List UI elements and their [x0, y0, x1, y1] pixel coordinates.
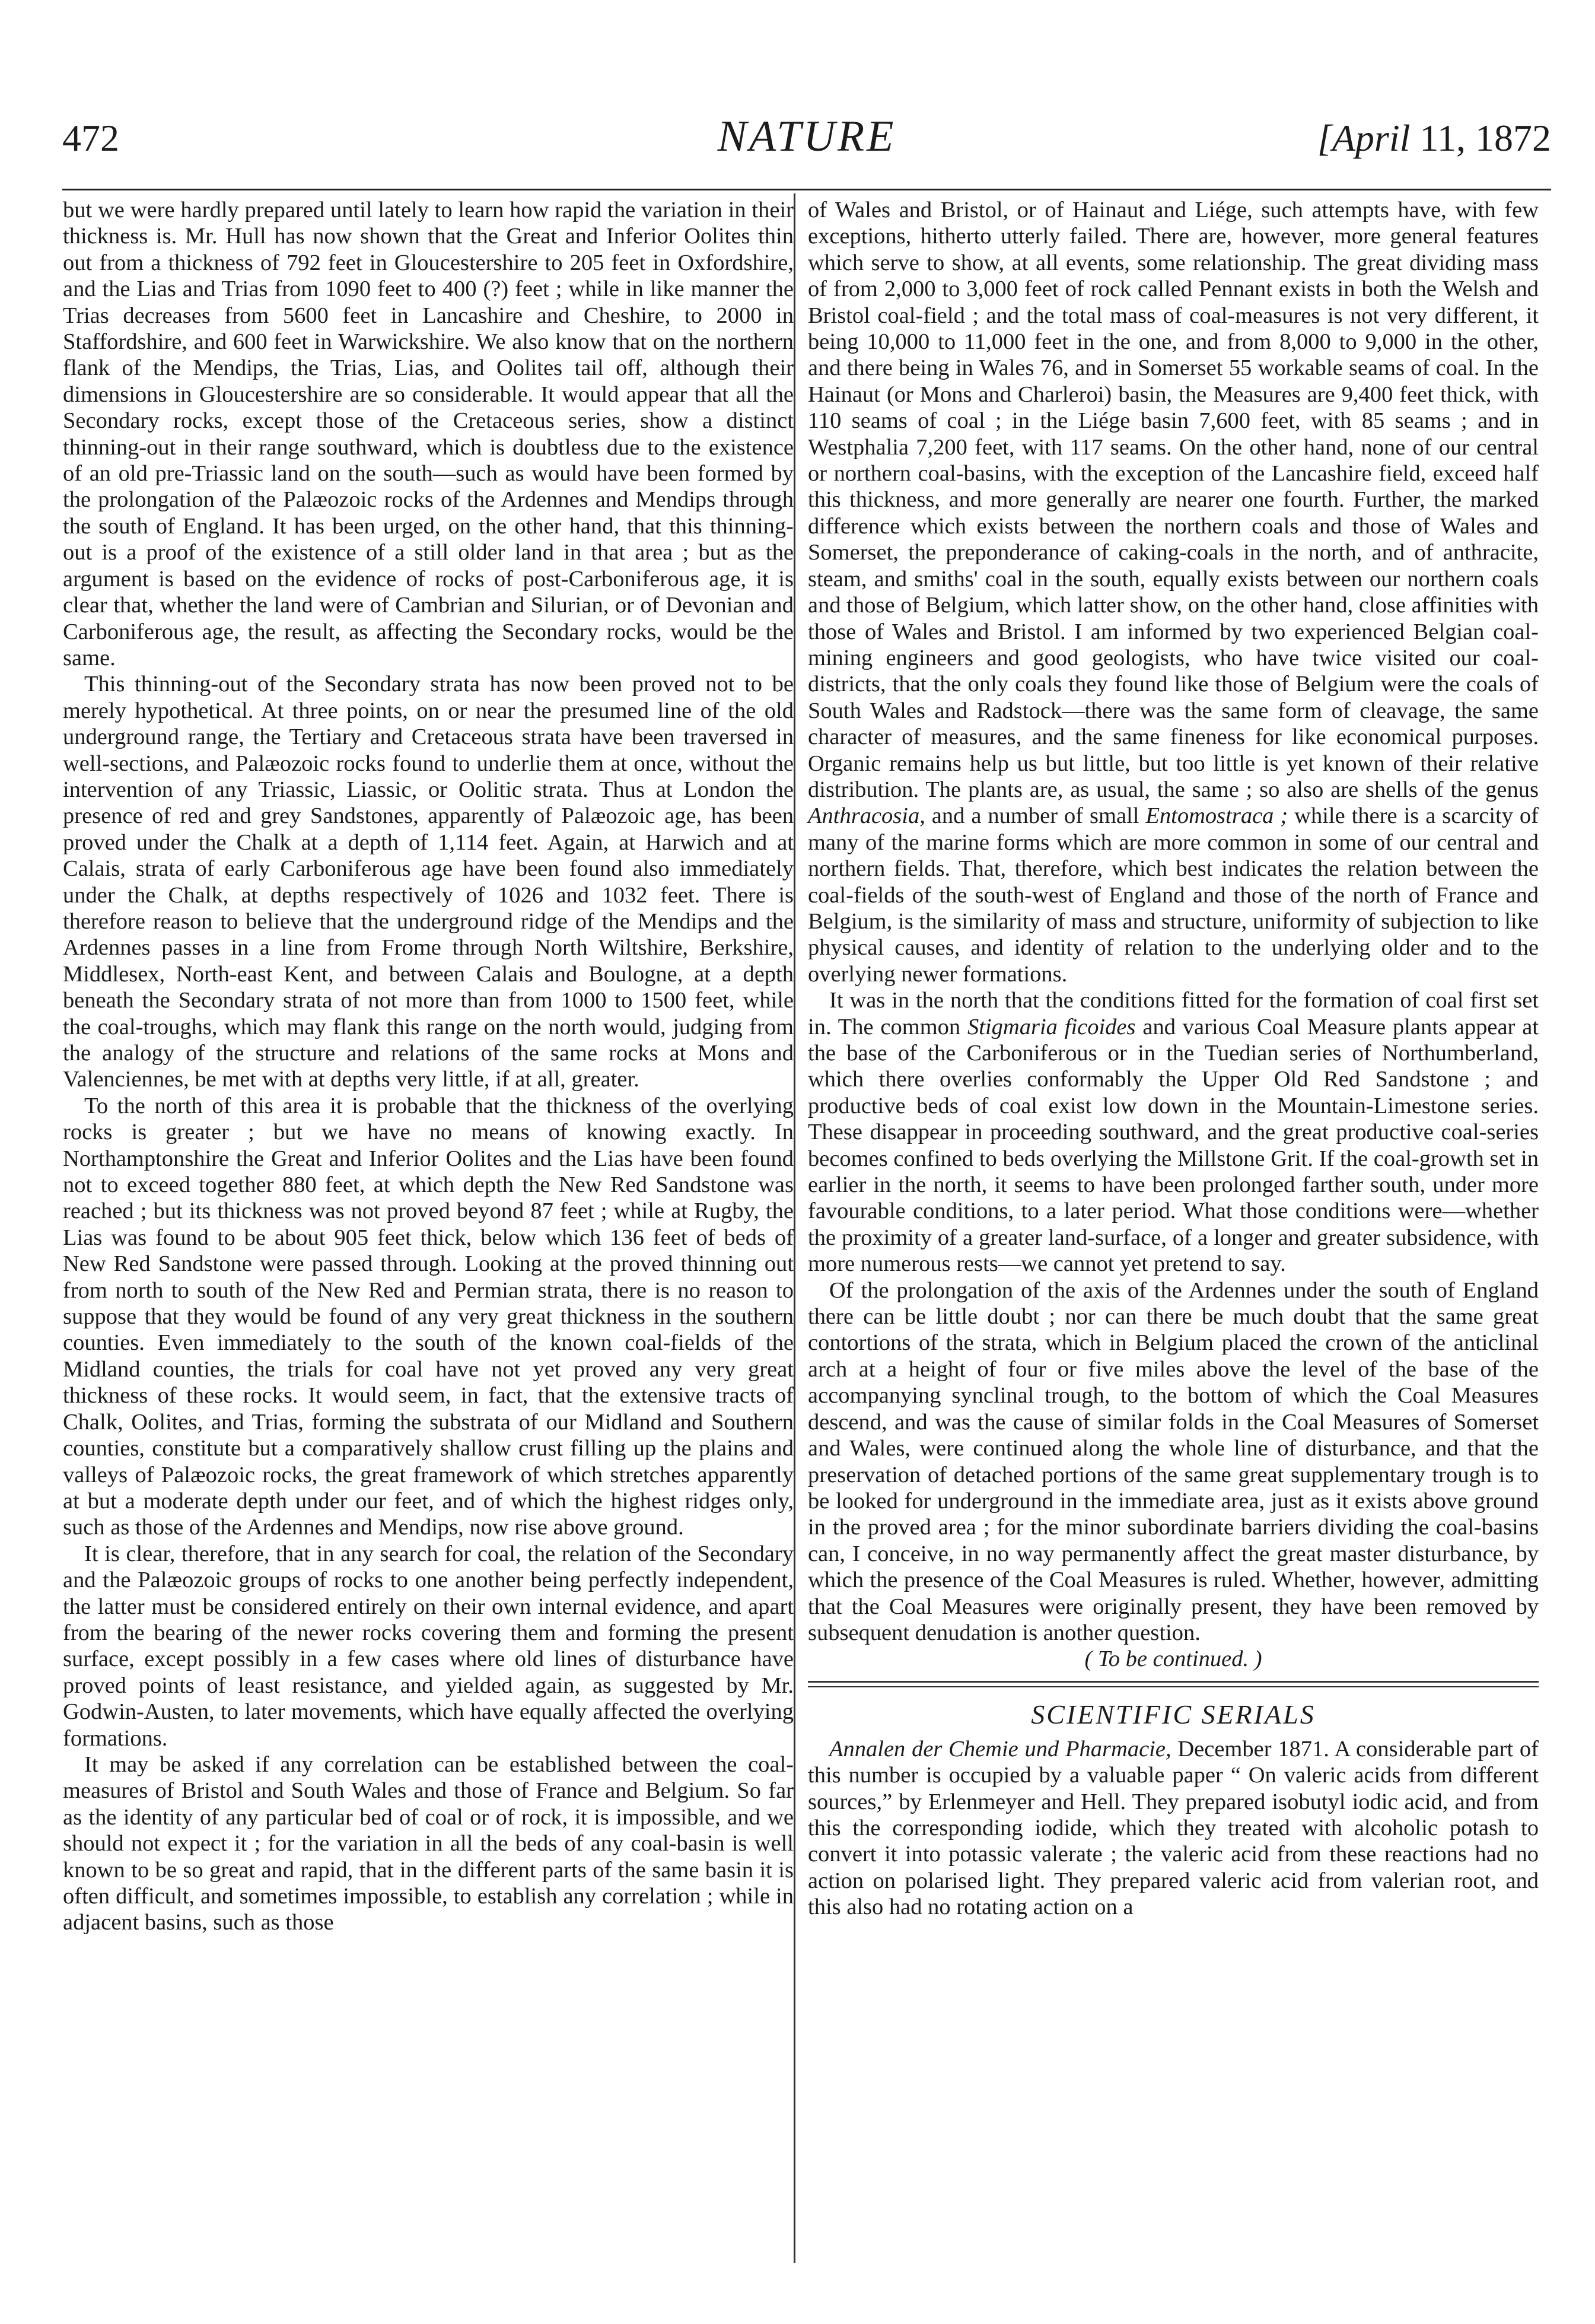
italic-term: Entomostraca ;	[1145, 803, 1288, 829]
paragraph	[808, 987, 1539, 1277]
paragraph: To the north of this area it is probable that the thickness of the overlying rocks is greater ; but we have no means of knowing exactly. In Northamptonshire the Great and Inferior Oolites and the Lias have been found not to exceed together 880 feet, at which depth the New Red Sandstone was reached ; but its thickness was not proved beyond 87 feet ; while at Rugby, the Lias was found to be about 905 feet thick, below which 136 feet of beds of New Red Sandstone were passed through. Looking at the proved thinning out from north to south of the New Red and Permian strata, there is no reason to suppose that they would be found of any very great thickness in the southern counties. Even immediately to the south of the known coal-fields of the Midland counties, the trials for coal have not yet proved any very great thickness of these rocks. It would seem, in fact, that the extensive tracts of Chalk, Oolites, and Trias, forming the substrata of our Midland and Southern counties, constitute but a comparatively shallow crust filling up the plains and valleys of Palæozoic rocks, the great framework of which stretches apparently at but a moderate depth under our feet, and of which the highest ridges only, such as those of the Ardennes and Mendips, now rise above ground.	[63, 1093, 794, 1540]
paragraph: but we were hardly prepared until lately to learn how rapid the variation in their thickness is. Mr. Hull has now shown that the Great and Inferior Oolites thin out from a thickness of 792 feet in Gloucestershire to 205 feet in Oxfordshire, and the Lias and Trias from 1090 feet to 400 (?) feet ; while in like manner the Trias decreases from 5600 feet in Lancashire and Cheshire, to 2000 in Staffordshire, and 600 feet in Warwickshire. We also know that on the northern flank of the Mendips, the Trias, Lias, and Oolites tail off, although their dimensions in Gloucestershire are so considerable. It would appear that all the Secondary rocks, except those of the Cretaceous series, show a distinct thinning-out in their range southward, which is doubtless due to the existence of an old pre-Triassic land on the south—such as would have been formed by the prolongation of the Palæozoic rocks of the Ardennes and Mendips through the south of England. It has been urged, on the other hand, that this thinning-out is a proof of the existence of a still older land in that area ; but as the argument is based on the evidence of rocks of post-Carboniferous age, it is clear that, whether the land were of Cambrian and Silurian, or of Devonian and Carboniferous age, the result, as affecting the Secondary rocks, would be the same.	[63, 198, 794, 670]
right-column	[808, 197, 1539, 1921]
text-run: and various Coal Measure plants appear at the base of the Carboniferous or in the Tuedian series of Northumberland, which there overlies conformably the Upper Old Red Sandstone ; and productive beds of coal exist low down in the Mountain-Limestone series. These disappear in proceeding southward, and the great productive coal-series becomes confined to beds overlying the Millstone Grit. If the coal-growth set in earlier in the north, it seems to have been prolonged farther south, under more favourable conditions, to a later period. What those conditions were—whether the proximity of a greater land-surface, of a longer and greater subsidence, with more numerous rests—we cannot yet pretend to say.	[808, 1014, 1539, 1277]
text-run: December 1871. A considerable part of this number is occupied by a valuable paper “ On valeric acids from different sources,” by Erlenmeyer and Hell. They prepared isobutyl iodic acid, and from this the corresponding iodide, which they treated with alcoholic potash to convert it into potassic valerate ; the valeric acid from these reactions had no action on polarised light. They prepared valeric acid from valerian root, and this also had no rotating action on a	[808, 1736, 1539, 1920]
paragraph: It is clear, therefore, that in any search for coal, the relation of the Secondary and the Palæozoic groups of rocks to one another being perfectly independent, the latter must be considered entirely on their own internal evidence, and apart from the bearing of the newer rocks covering them and forming the present surface, except possibly in a few cases where old lines of disturbance have proved points of least resistance, and yielded again, as suggested by Mr. Godwin-Austen, to later movements, which have equally affected the overlying formations.	[63, 1541, 794, 1751]
paragraph: This thinning-out of the Secondary strata has now been proved not to be merely hypothetical. At three points, on or near the presumed line of the old underground range, the Tertiary and Cretaceous strata have been traversed in well-sections, and Palæozoic rocks found to underlie them at once, without the intervention of any Triassic, Liassic, or Oolitic strata. Thus at London the presence of red and grey Sandstones, apparently of Palæozoic age, has been proved under the Chalk at a depth of 1,114 feet. Again, at Harwich and at Calais, strata of early Carboniferous age have been found also immediately under the Chalk, at depths respectively of 1026 and 1032 feet. There is therefore reason to believe that the underground ridge of the Mendips and the Ardennes passes in a line from Frome through North Wiltshire, Berkshire, Middlesex, North-east Kent, and between Calais and Boulogne, at a depth beneath the Secondary strata of not more than from 1000 to 1500 feet, while the coal-troughs, which may flank this range on the north would, judging from the analogy of the structure and relations of the same rocks at Mons and Valenciennes, be met with at depths very little, if at all, greater.	[63, 672, 794, 1092]
section-rule	[808, 1681, 1539, 1683]
section-heading: SCIENTIFIC SERIALS	[1031, 1699, 1316, 1730]
paragraph: It may be asked if any correlation can be established between the coal-measures of Bristol and South Wales and those of France and Belgium. So far as the identity of any particular bed of coal or of rock, it is impossible, and we should not expect it ; for the variation in all the beds of any coal-basin is well known to be so great and rapid, that in the different parts of the same basin it is often difficult, and sometimes impossible, to establish any correlation ; while in adjacent basins, such as those	[63, 1751, 794, 1935]
issue-date-rest: 11, 1872	[1410, 117, 1551, 159]
italic-term: Anthracosia,	[808, 803, 925, 829]
text-run: and a number of small	[925, 803, 1146, 829]
paragraph: Of the prolongation of the axis of the Ardennes under the south of England there can be little doubt ; nor can there be much doubt that the same great contortions of the strata, which in Belgium placed the crown of the anticlinal arch at a height of four or five miles above the level of the base of the accompanying synclinal trough, to the bottom of which the Coal Measures descend, and was the cause of similar folds in the Coal Measures of Somerset and Wales, were continued along the whole line of disturbance, and that the preservation of detached portions of the same great supplementary trough is to be looked for underground in the immediate area, just as it exists above ground in the proved area ; for the minor subordinate barriers dividing the coal-basins can, I conceive, in no way permanently affect the great master disturbance, by which the presence of the Coal Measures is ruled. Whether, however, admitting that the Coal Measures were originally present, they have been removed by subsequent denudation is another question.	[808, 1277, 1539, 1645]
paragraph	[808, 197, 1539, 987]
paragraph	[808, 1736, 1539, 1921]
italic-term: Stigmaria ficoides	[967, 1014, 1136, 1039]
page-header	[62, 112, 1551, 177]
text-run: while there is a scarcity of many of the marine forms which are more common in some of our central and northern fields. That, therefore, which best indicates the relation between the coal-fields of the south-west of England and those of the north of France and Belgium, is the similarity of mass and structure, uniformity of subjection to like physical causes, and identity of relation to the underlying older and to the overlying newer formations.	[808, 803, 1539, 987]
issue-date	[1317, 116, 1551, 160]
header-rule	[62, 189, 1551, 190]
page-number: 472	[62, 117, 119, 159]
text-run: of Wales and Bristol, or of Hainaut and Liége, such attempts have, with few exceptions, hitherto utterly failed. There are, however, more general features which serve to show, at all events, some relationship. The great dividing mass of from 2,000 to 3,000 feet of rock called Pennant exists in both the Welsh and Bristol coal-field ; and the total mass of coal-measures is not very different, it being 10,000 to 11,000 feet in the one, and from 8,000 to 9,000 in the other, and there being in Wales 76, and in Somerset 55 workable seams of coal. In the Hainaut (or Mons and Charleroi) basin, the Measures are 9,400 feet thick, with 110 seams of coal ; in the Liége basin 7,600 feet, with 85 seams ; and in Westphalia 7,200 feet, with 117 seams. On the other hand, none of our central or northern coal-basins, with the exception of the Lancashire field, exceed half this thickness, and more generally are nearer one fourth. Further, the marked difference which exists between the northern coals and those of Wales and Somerset, the preponderance of caking-coals in the north, and of anthracite, steam, and smiths' coal in the south, equally exists between our northern coals and those of Belgium, which latter show, on the other hand, close affinities with those of Wales and Bristol. I am informed by two experienced Belgian coal-mining engineers and good geologists, who have twice visited our coal-districts, that the only coals they found like those of Belgium were the coals of South Wales and Radstock—there was the same form of cleavage, the same character of measures, and the same fineness for like economical purposes. Organic remains help us but little, but too little is yet known of their relative distribution. The plants are, as usual, the same ; so also are shells of the genus	[808, 198, 1539, 802]
column-divider	[794, 193, 795, 2263]
section-rule-thin	[808, 1686, 1539, 1687]
to-be-continued: ( To be continued. )	[1084, 1646, 1262, 1672]
italic-term: Annalen der Chemie und Pharmacie,	[829, 1736, 1171, 1762]
issue-date-month: [April	[1317, 117, 1411, 159]
journal-title: NATURE	[717, 112, 896, 161]
left-column	[63, 197, 794, 1936]
text-run: It was in the north that the conditions fitted for the formation of coal first set in. The common	[808, 988, 1539, 1039]
